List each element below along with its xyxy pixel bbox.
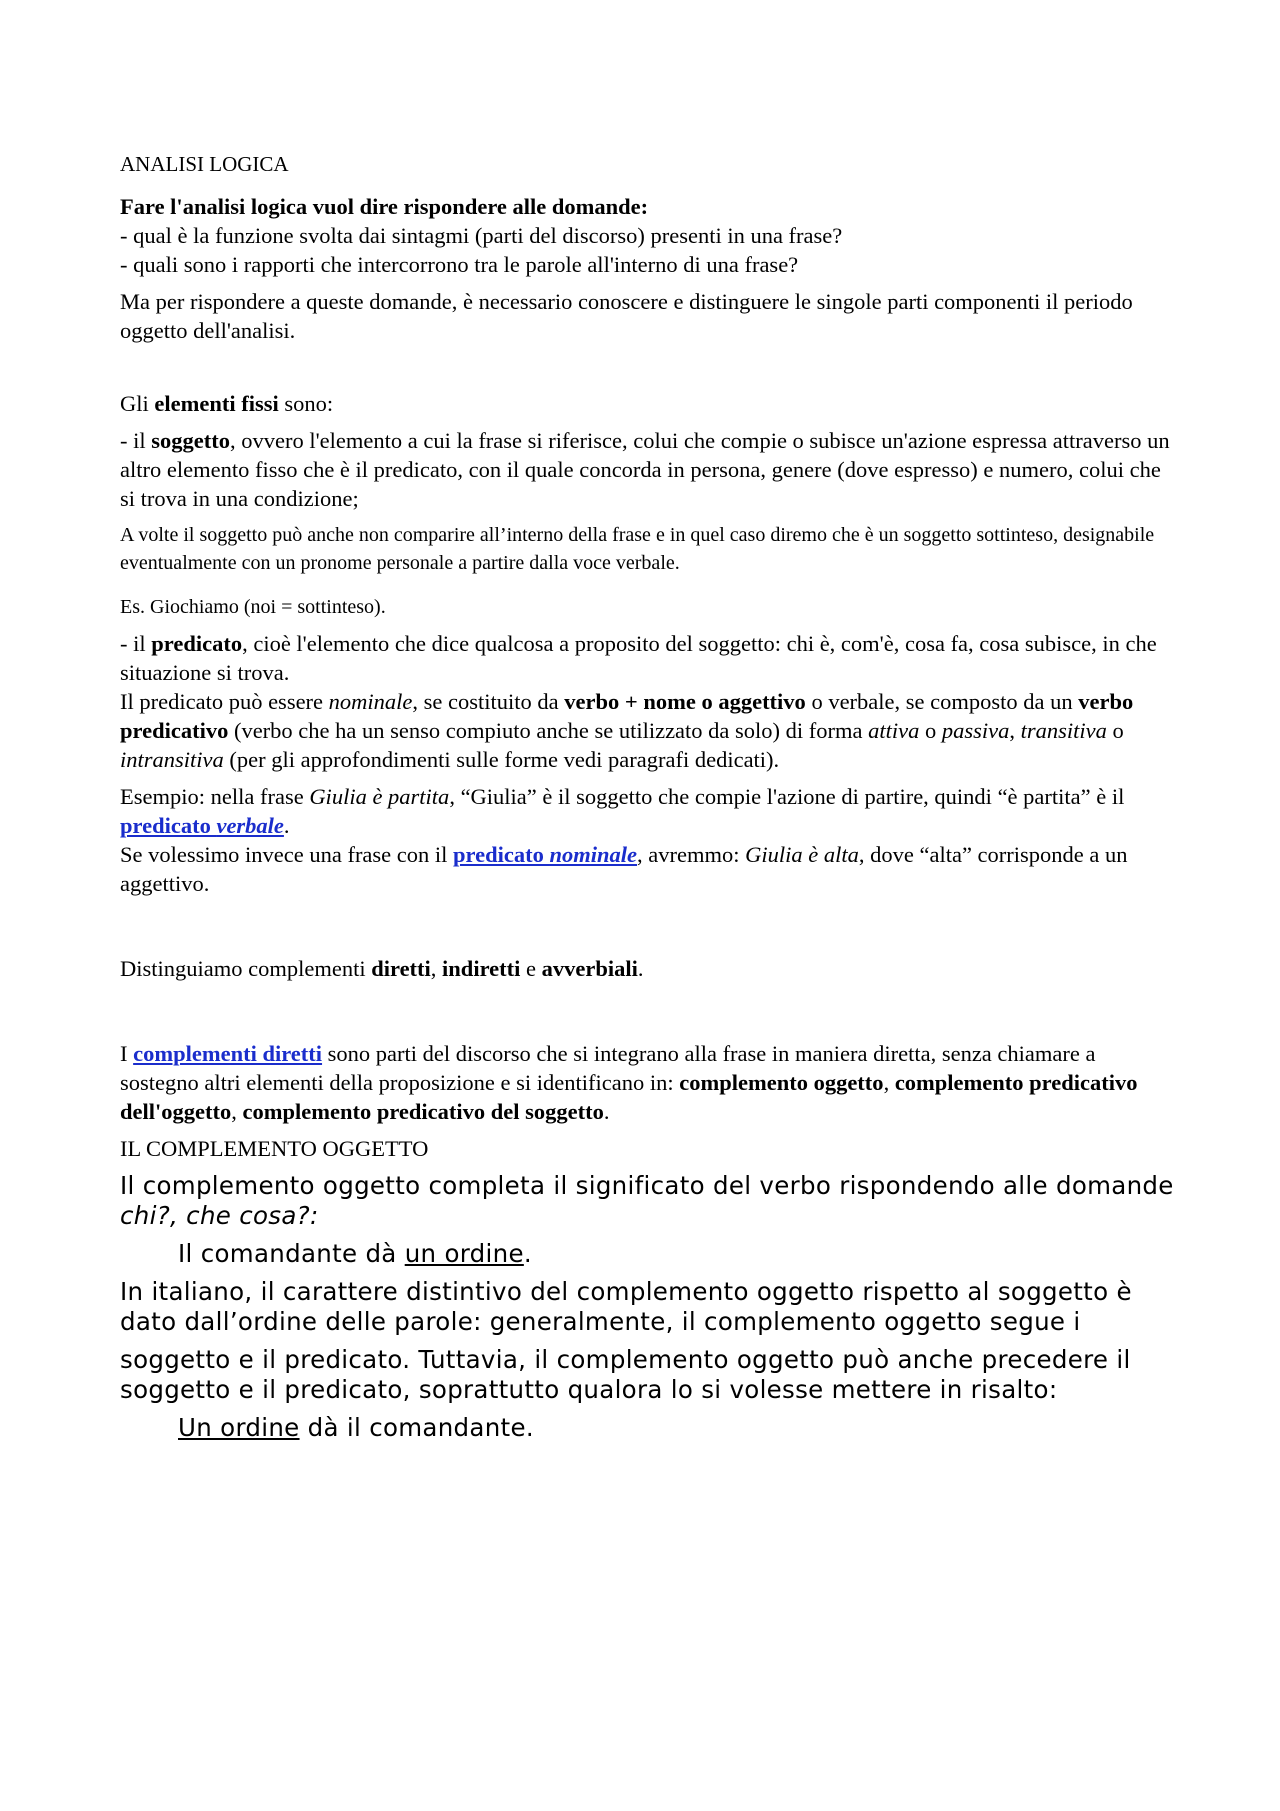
predicato-types bbox=[120, 687, 1175, 774]
soggetto-paragraph bbox=[120, 426, 1175, 513]
pt-a: Il predicato può essere bbox=[120, 689, 329, 714]
dir-b2: complemento predicativo dell'oggetto bbox=[120, 1070, 1138, 1124]
esempio-paragraph bbox=[120, 782, 1175, 840]
predicato-paragraph bbox=[120, 629, 1175, 687]
link1-a: predicato bbox=[120, 813, 217, 838]
oggetto-example-1 bbox=[120, 1239, 1175, 1269]
fixed-bold: elementi fissi bbox=[154, 391, 279, 416]
predicato-bold: predicato bbox=[151, 631, 243, 656]
es-d: Se volessimo invece una frase con il bbox=[120, 842, 454, 867]
pt-b: , se costituito da bbox=[412, 689, 565, 714]
intro-note: Ma per rispondere a queste domande, è necessario conoscere e distinguere le singole parti componenti il periodo oggetto dell'analisi. bbox=[120, 289, 1133, 343]
dist-end: . bbox=[637, 956, 644, 981]
oggetto-example-2 bbox=[120, 1413, 1175, 1443]
es-b: , “Giulia” è il soggetto che compie l'azione di partire, quindi “è partita” è il bbox=[449, 784, 1125, 809]
es-e: , avremmo: bbox=[637, 842, 746, 867]
soggetto-bold: soggetto bbox=[151, 428, 230, 453]
pt-d: (verbo che ha un senso compiuto anche se utilizzato da solo) di forma bbox=[228, 718, 869, 743]
ogg-ex1-u: un ordine bbox=[404, 1239, 524, 1268]
oggetto-heading: IL COMPLEMENTO OGGETTO bbox=[120, 1136, 429, 1161]
ogg-ex1-b: . bbox=[523, 1239, 532, 1268]
dist-s2: e bbox=[520, 956, 542, 981]
predicato-post: , cioè l'elemento che dice qualcosa a proposito del soggetto: chi è, com'è, cosa fa, cosa subisce, in che situazione si trova. bbox=[120, 631, 1157, 685]
dir-b1: complemento oggetto bbox=[679, 1070, 884, 1095]
dir-s1: , bbox=[883, 1070, 895, 1095]
oggetto-explanation-2: soggetto e il predicato. Tuttavia, il complemento oggetto può anche precedere il soggetto e il predicato, soprattutto qualora lo si volesse mettere in risalto: bbox=[120, 1345, 1131, 1404]
soggetto-example: Es. Giochiamo (noi = sottinteso). bbox=[120, 596, 386, 618]
ogg-p1-a: Il complemento oggetto completa il significato del verbo rispondendo alle domande bbox=[120, 1171, 1174, 1200]
predicato-verbale-link[interactable] bbox=[120, 813, 284, 838]
intro-heading-text: Fare l'analisi logica vuol dire rispondere alle domande: bbox=[120, 194, 649, 219]
ogg-ex2-u: Un ordine bbox=[178, 1413, 300, 1442]
soggetto-post: , ovvero l'elemento a cui la frase si riferisce, colui che compie o subisce un'azione espressa attraverso un altro elemento fisso che è il predicato, con il quale concorda in persona, genere (dove espresso) e numero, colui che si trova in una condizione; bbox=[120, 428, 1170, 511]
pt-e: (per gli approfondimenti sulle forme vedi paragrafi dedicati). bbox=[223, 747, 780, 772]
pt-o2: o bbox=[1106, 718, 1124, 743]
pt-passiva: passiva bbox=[941, 718, 1010, 743]
es-c: . bbox=[283, 813, 290, 838]
esempio-nominale bbox=[120, 840, 1175, 898]
fixed-post: sono: bbox=[278, 391, 334, 416]
dist-pre: Distinguiamo complementi bbox=[120, 956, 372, 981]
ogg-p1-q: chi?, che cosa?: bbox=[120, 1201, 319, 1230]
ogg-ex1-a: Il comandante dà bbox=[178, 1239, 405, 1268]
dir-end: . bbox=[603, 1099, 610, 1124]
fixed-pre: Gli bbox=[120, 391, 155, 416]
link2-b: nominale bbox=[549, 842, 638, 867]
predicato-pre: - il bbox=[120, 631, 152, 656]
link2-a: predicato bbox=[453, 842, 550, 867]
link1-b: verbale bbox=[216, 813, 284, 838]
document-title: ANALISI LOGICA bbox=[120, 152, 289, 176]
oggetto-definition bbox=[120, 1171, 1175, 1231]
diretti-paragraph bbox=[120, 1039, 1175, 1126]
pt-o1: o bbox=[919, 718, 942, 743]
soggetto-pre: - il bbox=[120, 428, 152, 453]
fixed-elements-heading bbox=[120, 389, 1175, 418]
intro-question-1: - qual è la funzione svolta dai sintagmi (parti del discorso) presenti in una frase? bbox=[120, 223, 843, 248]
complementi-diretti-link[interactable]: complementi diretti bbox=[133, 1041, 323, 1066]
pt-attiva: attiva bbox=[868, 718, 920, 743]
dist-b3: avverbiali bbox=[541, 956, 638, 981]
pt-bold1: verbo + nome o aggettivo bbox=[564, 689, 806, 714]
dist-b1: diretti bbox=[371, 956, 431, 981]
dir-s2: , bbox=[231, 1099, 243, 1124]
dir-mid: sono parti del discorso che si integrano alla frase in maniera diretta, senza chiamare a sostegno altri elementi della proposizione e si identificano in: bbox=[120, 1041, 1096, 1095]
distinguiamo-paragraph bbox=[120, 954, 1175, 983]
pt-comma: , bbox=[1009, 718, 1021, 743]
pt-c: o verbale, se composto da un bbox=[805, 689, 1079, 714]
intro-heading bbox=[120, 192, 1175, 221]
pt-transitiva: transitiva bbox=[1020, 718, 1107, 743]
oggetto-explanation-1: In italiano, il carattere distintivo del complemento oggetto rispetto al soggetto è dato dall’ordine delle parole: generalmente, il complemento oggetto segue i bbox=[120, 1277, 1132, 1336]
es-f: , dove “alta” corrisponde a un aggettivo. bbox=[120, 842, 1128, 896]
dir-b3: complemento predicativo del soggetto bbox=[242, 1099, 604, 1124]
soggetto-note: A volte il soggetto può anche non comparire all’interno della frase e in quel caso diremo che è un soggetto sottinteso, designabile eventualmente con un pronome personale a partire dalla voce verbale. bbox=[120, 524, 1155, 574]
intro-question-2: - quali sono i rapporti che intercorrono tra le parole all'interno di una frase? bbox=[120, 252, 799, 277]
document-page bbox=[120, 150, 1175, 1443]
es-giulia-partita: Giulia è partita bbox=[309, 784, 450, 809]
predicato-nominale-link[interactable] bbox=[453, 842, 637, 867]
dir-pre: I bbox=[120, 1041, 134, 1066]
es-giulia-alta: Giulia è alta bbox=[745, 842, 859, 867]
es-a: Esempio: nella frase bbox=[120, 784, 310, 809]
dist-s1: , bbox=[430, 956, 443, 981]
pt-nominale: nominale bbox=[328, 689, 413, 714]
pt-intransitiva: intransitiva bbox=[120, 747, 224, 772]
ogg-ex2-b: dà il comandante. bbox=[299, 1413, 534, 1442]
dist-b2: indiretti bbox=[442, 956, 521, 981]
pt-bold2: verbo predicativo bbox=[120, 689, 1134, 743]
